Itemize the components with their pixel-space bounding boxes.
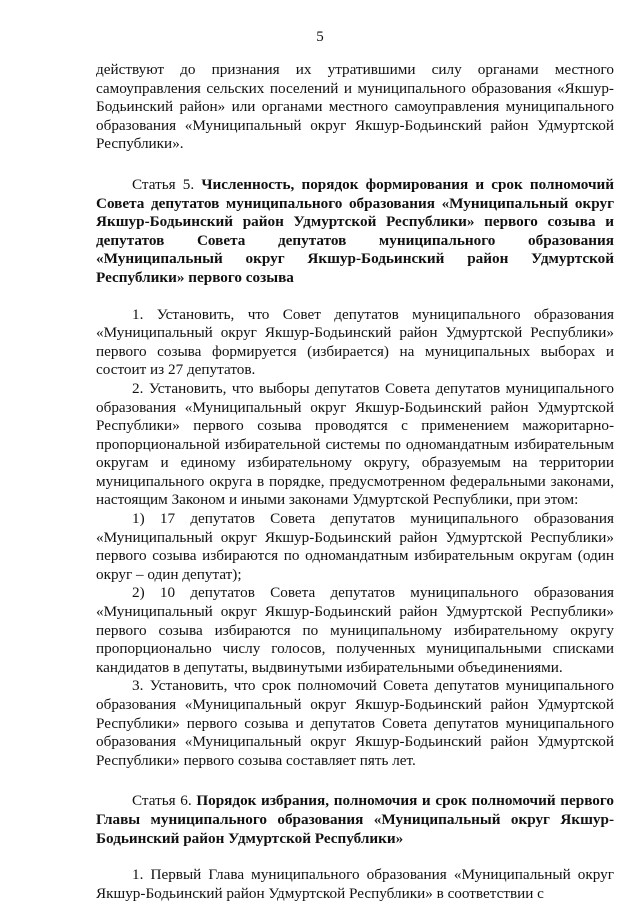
article-5-item-1: 1) 17 депутатов Совета депутатов муниципального образования «Муниципальный округ Якшур-Бодьинский район Удмуртской Республики» первого созыва избираются по одномандатным избирательным округам (один округ – один депутат); (96, 510, 614, 583)
article-5-paragraph-2: 2. Установить, что выборы депутатов Совета депутатов муниципального образования «Муниципальный округ Якшур-Бодьинский район Удмуртской Республики» первого созыва проводятся с применением мажоритарно-пропорциональной избирательной системы по одномандатным избирательным округам и единому избирательному округу, образуемым на территории муниципального округа в порядке, предусмотренном федеральными законами, настоящим Законом и иными законами Удмуртской Республики, при этом: (96, 379, 614, 509)
article-6-number: Статья 6. (132, 792, 192, 810)
article-5-paragraph-1: 1. Установить, что Совет депутатов муниципального образования «Муниципальный округ Якшур-Бодьинский район Удмуртской Республики» первого созыва формируется (избирается) на муниципальных выборах и состоит из 27 депутатов. (96, 305, 614, 379)
article-5-heading (96, 176, 614, 288)
page-number: 5 (316, 29, 324, 45)
article-6-title: Порядок избрания, полномочия и срок полномочий первого Главы муниципального образования «Муниципальный округ Якшур-Бодьинский район Удмуртской Республики» (96, 792, 615, 847)
article-5-paragraph-3: 3. Установить, что срок полномочий Совета депутатов муниципального образования «Муниципальный округ Якшур-Бодьинский район Удмуртской Республики» первого созыва и депутатов Совета депутатов муниципального образования «Муниципальный округ Якшур-Бодьинский район Удмуртской Республики» первого созыва составляет пять лет. (96, 677, 614, 769)
article-5-item-2: 2) 10 депутатов Совета депутатов муниципального образования «Муниципальный округ Якшур-Бодьинский район Удмуртской Республики» первого созыва избираются по муниципальному избирательному округу пропорционально числу голосов, полученных муниципальными списками кандидатов в депутаты, выдвинутыми избирательными объединениями. (96, 584, 614, 676)
article-5-title: Численность, порядок формирования и срок полномочий Совета депутатов муниципального образования «Муниципальный округ Якшур-Бодьинский район Удмуртской Республики» первого созыва и депутатов Совета депутатов муниципального образования «Муниципальный округ Якшур-Бодьинский район Удмуртской Республики» первого созыва (96, 175, 615, 286)
document-body (96, 61, 614, 903)
intro-paragraph: действуют до признания их утратившими силу органами местного самоуправления сельских поселений и муниципального образования «Якшур-Бодьинский район» или органами местного самоуправления муниципального образования «Муниципальный округ Якшур-Бодьинский район Удмуртской Республики». (96, 61, 614, 153)
article-5-number: Статья 5. (132, 175, 195, 193)
article-6-paragraph-1: 1. Первый Глава муниципального образования «Муниципальный округ Якшур-Бодьинский район Удмуртской Республики» в соответствии с (96, 866, 614, 902)
article-6-heading (96, 792, 614, 848)
